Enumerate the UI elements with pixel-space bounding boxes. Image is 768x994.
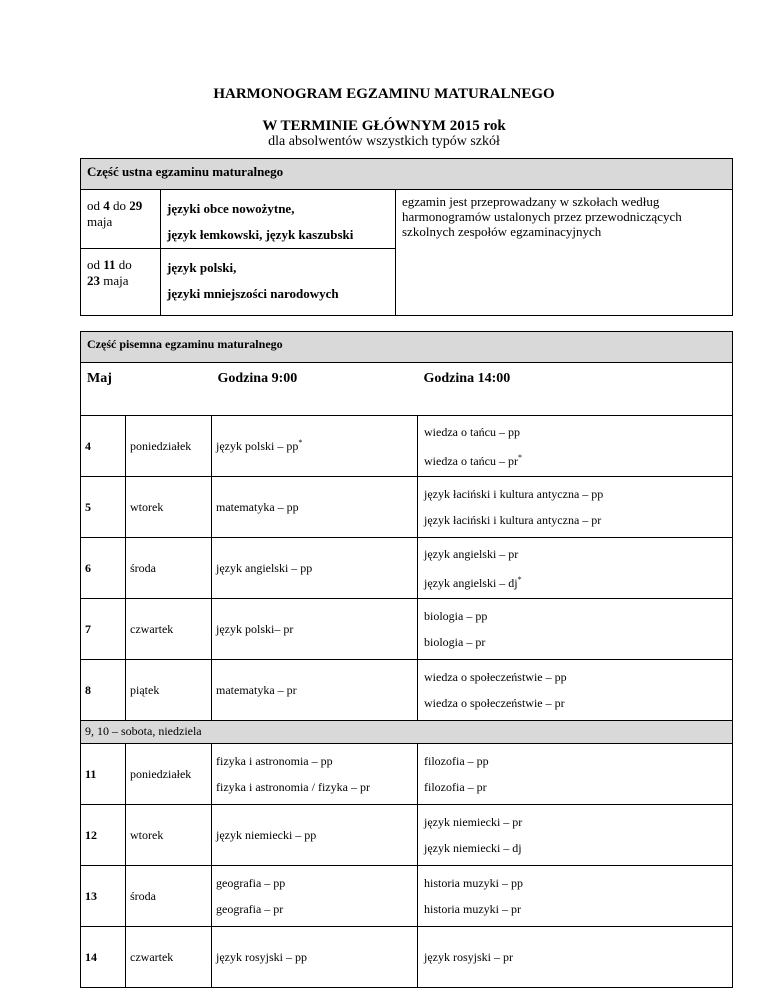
oral-note: egzamin jest przeprowadzany w szkołach według harmonogramów ustalonych przez przewodniczących szkolnych zespołów egzaminacyjnych — [396, 190, 733, 316]
oral-date-range — [81, 249, 161, 316]
date-prefix: od — [87, 257, 104, 272]
date-start: 4 — [103, 198, 110, 213]
exam-day-row — [81, 538, 733, 599]
exam-entry: język łaciński i kultura antyczna – pr — [424, 513, 602, 527]
oral-date-range — [81, 190, 161, 249]
day-name: wtorek — [126, 805, 212, 866]
exam-entry: wiedza o społeczeństwie – pr — [424, 696, 565, 710]
morning-exams — [212, 599, 418, 660]
afternoon-exams — [418, 927, 733, 988]
exam-entry: fizyka i astronomia / fizyka – pr — [216, 780, 370, 794]
oral-subjects — [161, 190, 396, 249]
day-number: 4 — [81, 416, 126, 477]
date-end: 29 — [129, 198, 143, 213]
column-header-afternoon: Godzina 14:00 — [418, 363, 733, 416]
afternoon-exams — [418, 744, 733, 805]
exam-entry: matematyka – pr — [216, 682, 297, 697]
exam-entry: historia muzyki – pr — [424, 902, 521, 916]
afternoon-exams — [418, 866, 733, 927]
morning-exams — [212, 805, 418, 866]
day-number: 14 — [81, 927, 126, 988]
morning-exams — [212, 744, 418, 805]
column-header-morning: Godzina 9:00 — [217, 371, 298, 386]
date-prefix: od — [87, 198, 104, 213]
exam-entry: wiedza o tańcu – pr* — [424, 452, 522, 468]
morning-exams — [212, 416, 418, 477]
exam-entry: język polski – pp* — [216, 438, 303, 453]
day-name: poniedziałek — [126, 744, 212, 805]
document-audience: dla absolwentów wszystkich typów szkół — [268, 134, 500, 149]
oral-subjects — [161, 249, 396, 316]
document-subtitle: W TERMINIE GŁÓWNYM 2015 rok — [262, 118, 506, 134]
day-name: środa — [126, 866, 212, 927]
exam-entry: język rosyjski – pp — [216, 949, 307, 964]
exam-entry: filozofia – pp — [424, 754, 489, 768]
oral-subject: język łemkowski, język kaszubski — [167, 227, 354, 242]
oral-exam-table — [80, 158, 733, 316]
exam-entry: historia muzyki – pp — [424, 876, 523, 890]
exam-day-row — [81, 477, 733, 538]
morning-exams — [212, 927, 418, 988]
date-start: 11 — [103, 257, 116, 272]
day-number: 6 — [81, 538, 126, 599]
exam-day-row — [81, 805, 733, 866]
morning-exams — [212, 866, 418, 927]
exam-entry: matematyka – pp — [216, 499, 299, 514]
oral-subject: język polski, — [167, 260, 237, 275]
weekend-row: 9, 10 – sobota, niedziela — [81, 721, 733, 744]
exam-days-week-1 — [81, 416, 733, 721]
date-mid: do — [115, 257, 132, 272]
oral-subject: języki obce nowożytne, — [167, 201, 295, 216]
afternoon-exams — [418, 660, 733, 721]
column-header-month: Maj — [81, 363, 212, 416]
written-exam-table — [80, 331, 733, 988]
morning-exams — [212, 538, 418, 599]
afternoon-exams — [418, 477, 733, 538]
day-number: 5 — [81, 477, 126, 538]
day-number: 12 — [81, 805, 126, 866]
morning-exams — [212, 660, 418, 721]
date-month: maja — [100, 273, 129, 288]
exam-entry: język angielski – dj* — [424, 574, 522, 590]
afternoon-exams — [418, 538, 733, 599]
exam-entry: język niemiecki – pp — [216, 827, 317, 842]
exam-days-week-2 — [81, 744, 733, 988]
oral-section-heading: Część ustna egzaminu maturalnego — [81, 159, 733, 190]
exam-entry: język rosyjski – pr — [424, 950, 513, 964]
day-name: środa — [126, 538, 212, 599]
afternoon-exams — [418, 805, 733, 866]
morning-exams — [212, 477, 418, 538]
document-title: HARMONOGRAM EGZAMINU MATURALNEGO — [213, 86, 555, 102]
day-name: piątek — [126, 660, 212, 721]
exam-entry: geografia – pr — [216, 902, 284, 916]
day-name: czwartek — [126, 927, 212, 988]
exam-entry: język polski– pr — [216, 621, 294, 636]
exam-entry: biologia – pp — [424, 609, 488, 623]
exam-entry: geografia – pp — [216, 876, 286, 890]
exam-day-row — [81, 660, 733, 721]
day-name: czwartek — [126, 599, 212, 660]
date-mid: do — [109, 198, 130, 213]
exam-day-row — [81, 744, 733, 805]
exam-entry: biologia – pr — [424, 635, 486, 649]
oral-subject: języki mniejszości narodowych — [167, 286, 339, 301]
exam-entry: filozofia – pr — [424, 780, 487, 794]
afternoon-exams — [418, 416, 733, 477]
exam-day-row — [81, 866, 733, 927]
afternoon-exams — [418, 599, 733, 660]
day-name: poniedziałek — [126, 416, 212, 477]
exam-day-row — [81, 599, 733, 660]
date-month: maja — [87, 214, 113, 229]
exam-entry: język niemiecki – dj — [424, 841, 522, 855]
day-name: wtorek — [126, 477, 212, 538]
exam-day-row — [81, 416, 733, 477]
written-section-heading: Część pisemna egzaminu maturalnego — [81, 332, 733, 363]
day-number: 11 — [81, 744, 126, 805]
day-number: 8 — [81, 660, 126, 721]
day-number: 7 — [81, 599, 126, 660]
day-number: 13 — [81, 866, 126, 927]
date-end: 23 — [87, 273, 100, 288]
exam-entry: język angielski – pp — [216, 560, 313, 575]
exam-day-row — [81, 927, 733, 988]
exam-entry: wiedza o społeczeństwie – pp — [424, 670, 567, 684]
exam-entry: język niemiecki – pr — [424, 815, 523, 829]
exam-entry: fizyka i astronomia – pp — [216, 754, 333, 768]
exam-entry: wiedza o tańcu – pp — [424, 424, 520, 439]
exam-entry: język angielski – pr — [424, 546, 519, 561]
exam-entry: język łaciński i kultura antyczna – pp — [424, 487, 604, 501]
